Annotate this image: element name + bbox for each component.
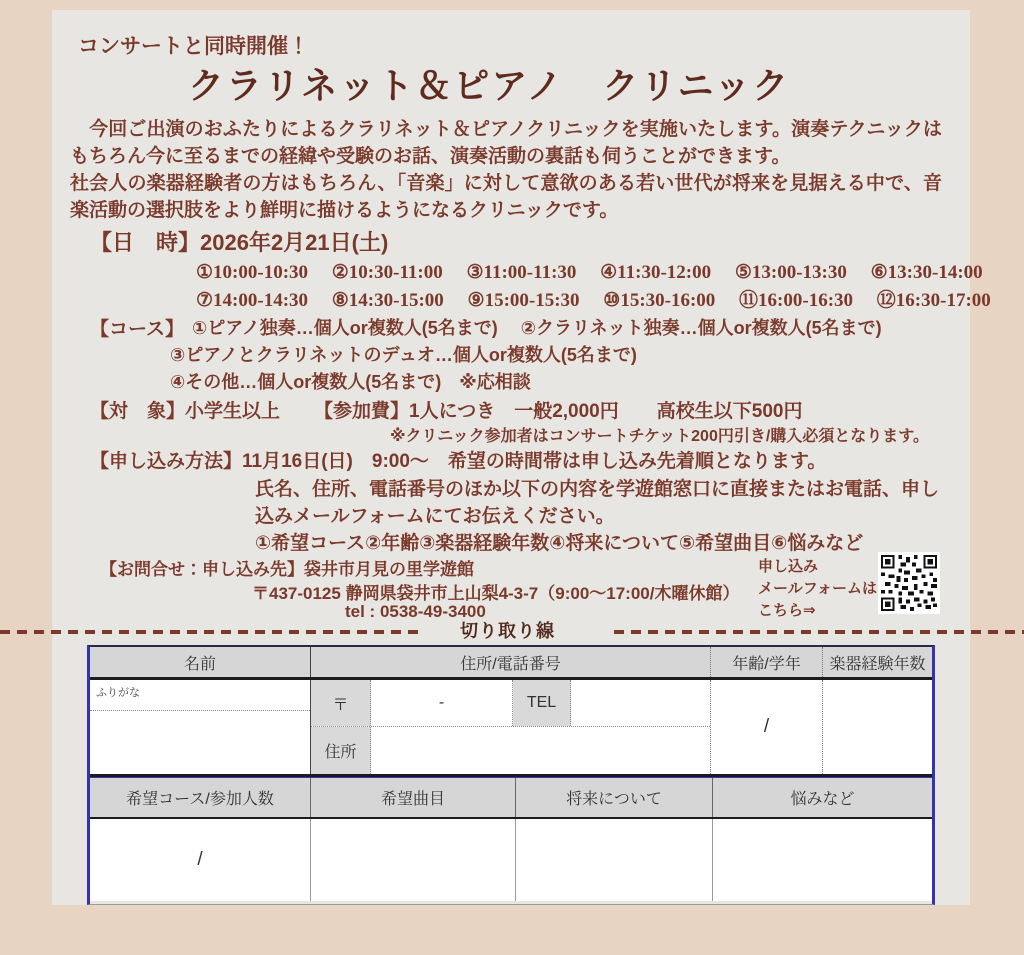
address-label: 住所 (311, 727, 371, 774)
future-cell (515, 819, 712, 901)
course-label: 【コース】 (90, 319, 185, 340)
form-header-name: 名前 (183, 655, 216, 673)
form-address-phone-cell (310, 680, 710, 774)
intro-paragraph-2: 社会人の楽器経験者の方はもちろん、「音楽」に対して意欲のある若い世代が将来を見据える中で、音楽活動の選択肢をより鮮明に描けるようになるクリニックです。 (70, 173, 942, 221)
application-line-3: 込みメールフォームにてお伝えください。 (255, 506, 615, 527)
form-header-address-phone: 住所/電話番号 (310, 647, 710, 677)
postal-tel-subrow (311, 680, 710, 727)
application-line-2: 氏名、住所、電話番号のほか以下の内容を学遊館窓口に直接またはお電話、申し (255, 479, 940, 500)
form-name-cell (90, 680, 310, 774)
tel-blank-field (571, 680, 710, 726)
intro-paragraph-1: 今回ご出演のおふたりによるクラリネット＆ピアノクリニックを実施いたします。演奏テクニックはもちろん今に至るまでの経緯や受験のお話、演奏活動の裏話も伺うことができます。 (70, 119, 942, 167)
course-line-3: ④その他…個人or複数人(5名まで) ※応相談 (170, 372, 531, 392)
date-heading: 【日 時】2026年2月21日(土) (90, 230, 389, 255)
form-body-row-1 (90, 680, 932, 777)
form-header-song: 希望曲目 (310, 778, 515, 817)
course-line-1: ①ピアノ独奏…個人or複数人(5名まで) ②クラリネット独奏…個人or複数人(5名まで) (192, 318, 882, 338)
qr-caption (758, 556, 877, 622)
contact-address: 〒437-0125 静岡県袋井市上山梨4-3-7（9:00〜17:00/木曜休館） (252, 584, 740, 603)
qr-caption-line-2: メールフォームは (758, 580, 877, 597)
eligibility-fee-row (90, 396, 802, 423)
application-form-table (87, 645, 935, 905)
form-header-experience: 楽器経験年数 (822, 647, 932, 677)
song-cell (310, 819, 515, 901)
course-line-2: ③ピアノとクラリネットのデュオ…個人or複数人(5名まで) (170, 345, 637, 365)
fee-note: ※クリニック参加者はコンサートチケット200円引き/購入必須となります。 (390, 428, 930, 445)
form-header-age-grade: 年齢/学年 (710, 647, 822, 677)
form-header-worries: 悩みなど (712, 778, 932, 817)
furigana-label: ふりがな (90, 680, 310, 711)
fee-text: 【参加費】1人につき 一般2,000円 高校生以下500円 (314, 401, 803, 422)
intro-text (70, 116, 942, 224)
form-body-row-2 (90, 819, 932, 901)
form-header-row-1 (90, 647, 932, 680)
postal-code-field: - (371, 680, 513, 726)
tagline: コンサートと同時開催！ (78, 35, 309, 58)
form-header-row-2 (90, 777, 932, 819)
cut-line-label: 切り取り線 (460, 621, 555, 641)
address-subrow (311, 727, 710, 774)
cut-line-right (614, 630, 1024, 634)
application-label: 【申し込み方法】 (90, 451, 243, 472)
worries-cell (712, 819, 932, 901)
time-slots-row2: ⑦14:00-14:30 ⑧14:30-15:00 ⑨15:00-15:30 ⑩15:30-16:00 ⑪16:00-16:30 ⑫16:30-17:00 (196, 290, 991, 311)
page-title: クラリネット＆ピアノ クリニック (188, 66, 791, 106)
tel-label: TEL (513, 680, 571, 726)
time-slots-row1: ①10:00-10:30 ②10:30-11:00 ③11:00-11:30 ④11:30-12:00 ⑤13:00-13:30 ⑥13:30-14:00 (196, 262, 983, 283)
cut-line-left (0, 630, 424, 634)
contact-heading: 【お問合せ：申し込み先】袋井市月見の里学遊館 (100, 560, 474, 579)
form-header-course-count: 希望コース/参加人数 (126, 791, 274, 808)
experience-cell (822, 680, 932, 774)
age-grade-cell: / (710, 680, 822, 774)
qr-caption-line-1: 申し込み (758, 558, 819, 575)
eligibility-text: 【対 象】小学生以上 (90, 401, 281, 422)
form-header-future: 将来について (515, 778, 712, 817)
contact-tel: tel : 0538-49-3400 (345, 602, 486, 621)
application-line-4: ①希望コース②年齢③楽器経験年数④将来について⑤希望曲目⑥悩みなど (255, 533, 864, 554)
address-blank-field (371, 727, 710, 774)
application-heading-text: 11月16日(日) 9:00〜 希望の時間帯は申し込み先着順となります。 (242, 451, 827, 472)
postal-mark-label: 〒 (311, 680, 371, 726)
qr-code-image (881, 555, 937, 611)
course-count-cell: / (197, 849, 203, 870)
qr-caption-line-3: こちら⇒ (758, 602, 816, 619)
qr-code (878, 552, 940, 614)
application-heading (90, 446, 826, 473)
